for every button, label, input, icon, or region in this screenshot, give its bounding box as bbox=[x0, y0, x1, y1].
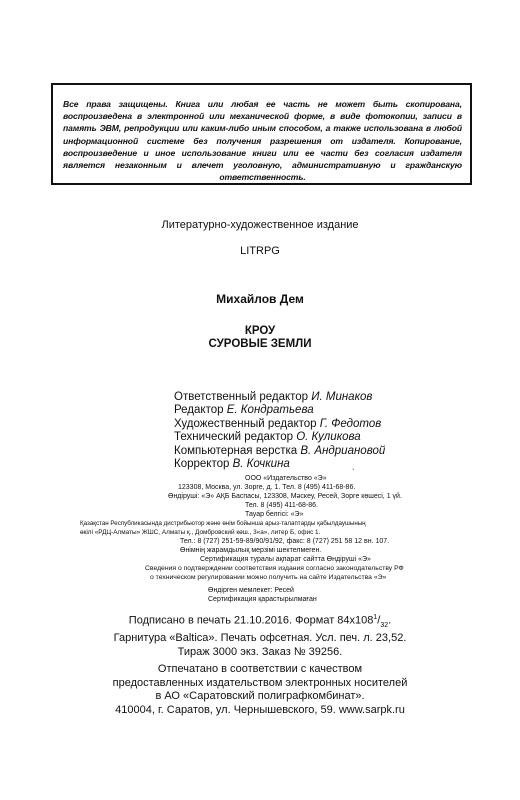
credit-person: В. Андриановой bbox=[300, 444, 386, 457]
format-numerator: 1 bbox=[373, 614, 378, 621]
publisher-address: 123308, Москва, ул. Зорге, д. 1. Тел. 8 (495) 411-68-86. bbox=[178, 484, 356, 491]
credit-line bbox=[174, 431, 385, 444]
credit-person: И. Минаков bbox=[311, 391, 373, 403]
credits-list bbox=[174, 391, 385, 471]
publisher-phone-kz: Тел. 8 (495) 411-68-86. bbox=[245, 502, 318, 509]
certification-note: Сертификация қарастырылмаған bbox=[208, 596, 317, 603]
credit-role: Компьютерная верстка bbox=[174, 444, 298, 457]
author-name: Михайлов Дем bbox=[216, 292, 304, 306]
printer-info bbox=[0, 663, 520, 717]
origin-info bbox=[0, 586, 520, 604]
book-title bbox=[0, 325, 520, 351]
publisher-name: ООО «Издательство «Э» bbox=[245, 475, 327, 482]
credit-line bbox=[174, 418, 385, 431]
stray-mark: ` bbox=[352, 468, 355, 477]
trademark-note: Тауар белгісі: «Э» bbox=[245, 511, 304, 518]
kz-representative: өкілі «РДЦ-Алматы» ЖШС, Алматы қ., Домбровский көш., 3«а», литер Б, офис 1. bbox=[80, 529, 321, 536]
publisher-address-kz: Өндіруші: «Э» АҚБ Баспасы, 123308, Мәскеу, Ресей, Зорге көшесі, 1 үй. bbox=[168, 493, 402, 500]
conformity-line-1: Сведения о подтверждении соответствия издания согласно законодательству РФ bbox=[145, 565, 404, 572]
validity-note: Өнімнің жарамдылық мерзімі шектелмеген. bbox=[180, 547, 322, 554]
signed-for-print: Подписано в печать 21.10.2016. Формат $84x108^1/_{32}$. bbox=[128, 614, 392, 629]
credit-line bbox=[174, 391, 385, 404]
conformity-line-2: о техническом регулировании можно получить на сайте Издательства «Э» bbox=[150, 574, 387, 581]
format-denominator: 32 bbox=[380, 621, 389, 629]
copyright-notice-text: Все права защищены. Книга или любая ее часть не может быть скопирована, воспроизведена в электронной или механической форме, в виде фотокопии, записи в память ЭВМ, репродукции или каким-либо иным способом, а также использована в любой информационной системе без получения разрешения от издателя. Копирование, воспроизведение и иное использование книги или ее части без согласия издателя является незаконным и влечет уголовную, административную и гражданскую ответственность. bbox=[63, 99, 462, 183]
book-title-main: КРОУ bbox=[244, 325, 276, 337]
publisher-info bbox=[0, 474, 520, 582]
credit-person: Г. Федотов bbox=[319, 417, 382, 430]
country-of-origin: Өндірген мемлекет: Ресей bbox=[208, 587, 294, 594]
credit-person: В. Кочкина bbox=[232, 458, 290, 471]
credit-role: Редактор bbox=[174, 404, 224, 417]
printer-line: в АО «Саратовский полиграфкомбинат». bbox=[155, 690, 365, 703]
credit-role: Ответственный редактор bbox=[174, 391, 309, 403]
book-subtitle: СУРОВЫЕ ЗЕМЛИ bbox=[208, 338, 312, 350]
kz-phone: Тел.: 8 (727) 251-59-89/90/91/92, факс: 8 (727) 251 58 12 вн. 107. bbox=[180, 538, 390, 545]
credit-line bbox=[174, 445, 385, 458]
typeface-line: Гарнитура «Baltica». Печать офсетная. Усл. печ. л. 23,52. bbox=[113, 632, 407, 645]
copyright-notice-box bbox=[51, 83, 472, 185]
certification-site-note: Сертификация туралы ақпарат сайтта Өндіруші «Э» bbox=[200, 556, 371, 563]
credit-role: Технический редактор bbox=[174, 431, 293, 444]
printing-details bbox=[0, 611, 520, 660]
credit-line bbox=[174, 404, 385, 417]
credit-person: Е. Кондратьева bbox=[226, 404, 314, 417]
printer-line: предоставленных издательством электронных носителей bbox=[112, 676, 408, 689]
credit-role: Художественный редактор bbox=[174, 417, 317, 430]
genre-label: LITRPG bbox=[240, 245, 280, 257]
printer-address: 410004, г. Саратов, ул. Чернышевского, 59. www.sarpk.ru bbox=[115, 703, 405, 716]
kz-distributor: Қазақстан Республикасында дистрибьютор және өнім бойынша арыз-талаптарды қабылдаушының bbox=[80, 520, 366, 527]
credit-role: Корректор bbox=[174, 458, 230, 471]
credit-person: О. Куликова bbox=[296, 431, 361, 444]
edition-type: Литературно-художественное издание bbox=[161, 219, 359, 231]
printer-line: Отпечатано в соответствии с качеством bbox=[157, 663, 363, 675]
print-run: Тираж 3000 экз. Заказ № 39256. bbox=[177, 646, 343, 659]
